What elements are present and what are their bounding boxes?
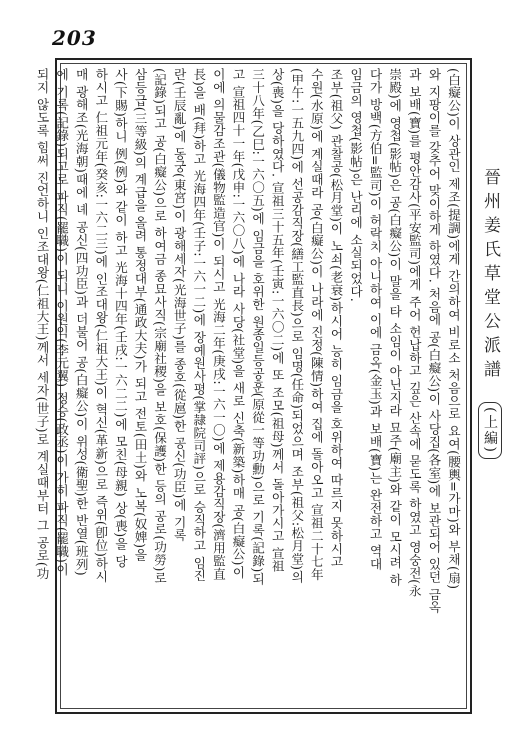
text-line: (甲午:一五九四)에 선공감직장(繕工監直長)으로 임명(任命)되었으며 조부(祖父:松月堂)의	[289, 68, 305, 584]
text-line: 삼등급(三等級)의 계급을 올려 통정대부(通政大夫)가 되고 전토(田土)와 노복(奴婢)을	[132, 68, 148, 562]
text-line: 고 宣祖四十一年(戊申:一六〇八)에 나라 사당(社堂)을 새로 신축(新築)하매 공(白癡公)이	[230, 68, 246, 579]
book-title-text: 晉州姜氏草堂公派譜	[480, 168, 500, 384]
text-line: 三十八年(乙巳:一六〇五)에 임금을 호위한 원종일등공훈(原從一等功勳)으로 기록(記錄)되	[250, 68, 266, 586]
text-line: 사(下賜)하니 例(例)와 같이 하고 光海十四年(壬戌:一六二二)에 모친(母親) 상(喪)을 당	[112, 68, 128, 568]
text-line: 와 지팡이를 갖추어 맞이하게 하였다. 처음에 공(白癡公)이 사당집(各室)에 보관되어 있던 금옥	[426, 68, 442, 614]
genealogy-book-title	[478, 168, 503, 459]
text-line: 다가 방백(方伯=監司)이 허락치 아니하여 이에 금옥(金玉)과 보배(寶)는 완전하고 역대	[367, 68, 383, 571]
text-line: 매 광해조(光海朝)때에 녜 공신(四功臣)과 더불어 공(白癡公)이 위성(衛聖)한 반열(班列)	[73, 68, 89, 576]
text-line: 長)을 배(拜)하고 光海四年(壬子:一六一二)에 장예원사평(掌隷院司評)으로 승직하고 임진	[191, 68, 207, 583]
text-line: 과 보배(寶)를 평안감사(平安監司)에게 주어 헌납하고 깊은 산속에 묻도록 하였고 영숭전(永	[406, 68, 422, 598]
text-line: (白癡公)이 상관인 제조(提調)에게 간의하여 비로소 처음으로 요여(腰輿=가마)와 부채(扇)	[446, 68, 461, 590]
text-line: 조부(祖父) 관찰공(松月堂)이 노쇠(老衰)하시어 능히 임금을 호위하여 따르지 못하시고	[328, 68, 344, 569]
text-line: 에 기록(記錄)되고로 파직(罷職)이 되니 이원익(李元翼) 정승(政丞)이 가히 파직(罷職)이	[54, 68, 70, 576]
volume-label: (上編)	[478, 402, 502, 459]
text-line: 하시고 仁祖元年(癸亥:一六二三)에 인조대왕(仁祖大王)이 혁신(革新)으로 즉위(卽位)하시	[93, 68, 109, 583]
text-line: 상(喪)을 당하였다. 宣祖三十五年(壬寅:一六〇二)에 또 조모(祖母)께서 돌아가시고 宣祖	[269, 68, 285, 573]
text-line: 수원(水原)에 계실때라 공(白癡公)이 나라에 진정(陳情)하여 집에 돌아오고 宣祖二十七年	[308, 68, 324, 581]
text-line: 崇殿)에 영첩(影帖)은 공(白癡公)이 말을 타 소임이 아닌지라 묘주(廟主)와 같이 모시려 하	[387, 68, 403, 587]
text-line: 되지 않도록 힘써 진언하니 인조대왕(仁祖大王)께서 세자(世子)로 계실때부터 그 공로(功	[34, 68, 50, 580]
text-line: 임금의 영첩(影帖)은 난리에 소실되었다.	[348, 68, 364, 303]
page-number: 203	[52, 26, 97, 50]
main-text-body	[34, 68, 463, 704]
text-line: (記錄)되고 공(白癡公)으로 하여금 종묘사직(宗廟社稷)을 보호(保護)한 등의 공로(功勞)로	[152, 68, 168, 585]
text-line: 이에 의물감조관(儀物監造官)이 되시고 光海二年(庚戌:一六一〇)에 제용감직장(濟用監直	[210, 68, 226, 581]
text-line: 란(壬辰亂)에 동궁(東宮)이 광해세자(光海世子)를 종호(從扈)한 공신(功臣)에 기록	[171, 68, 187, 542]
